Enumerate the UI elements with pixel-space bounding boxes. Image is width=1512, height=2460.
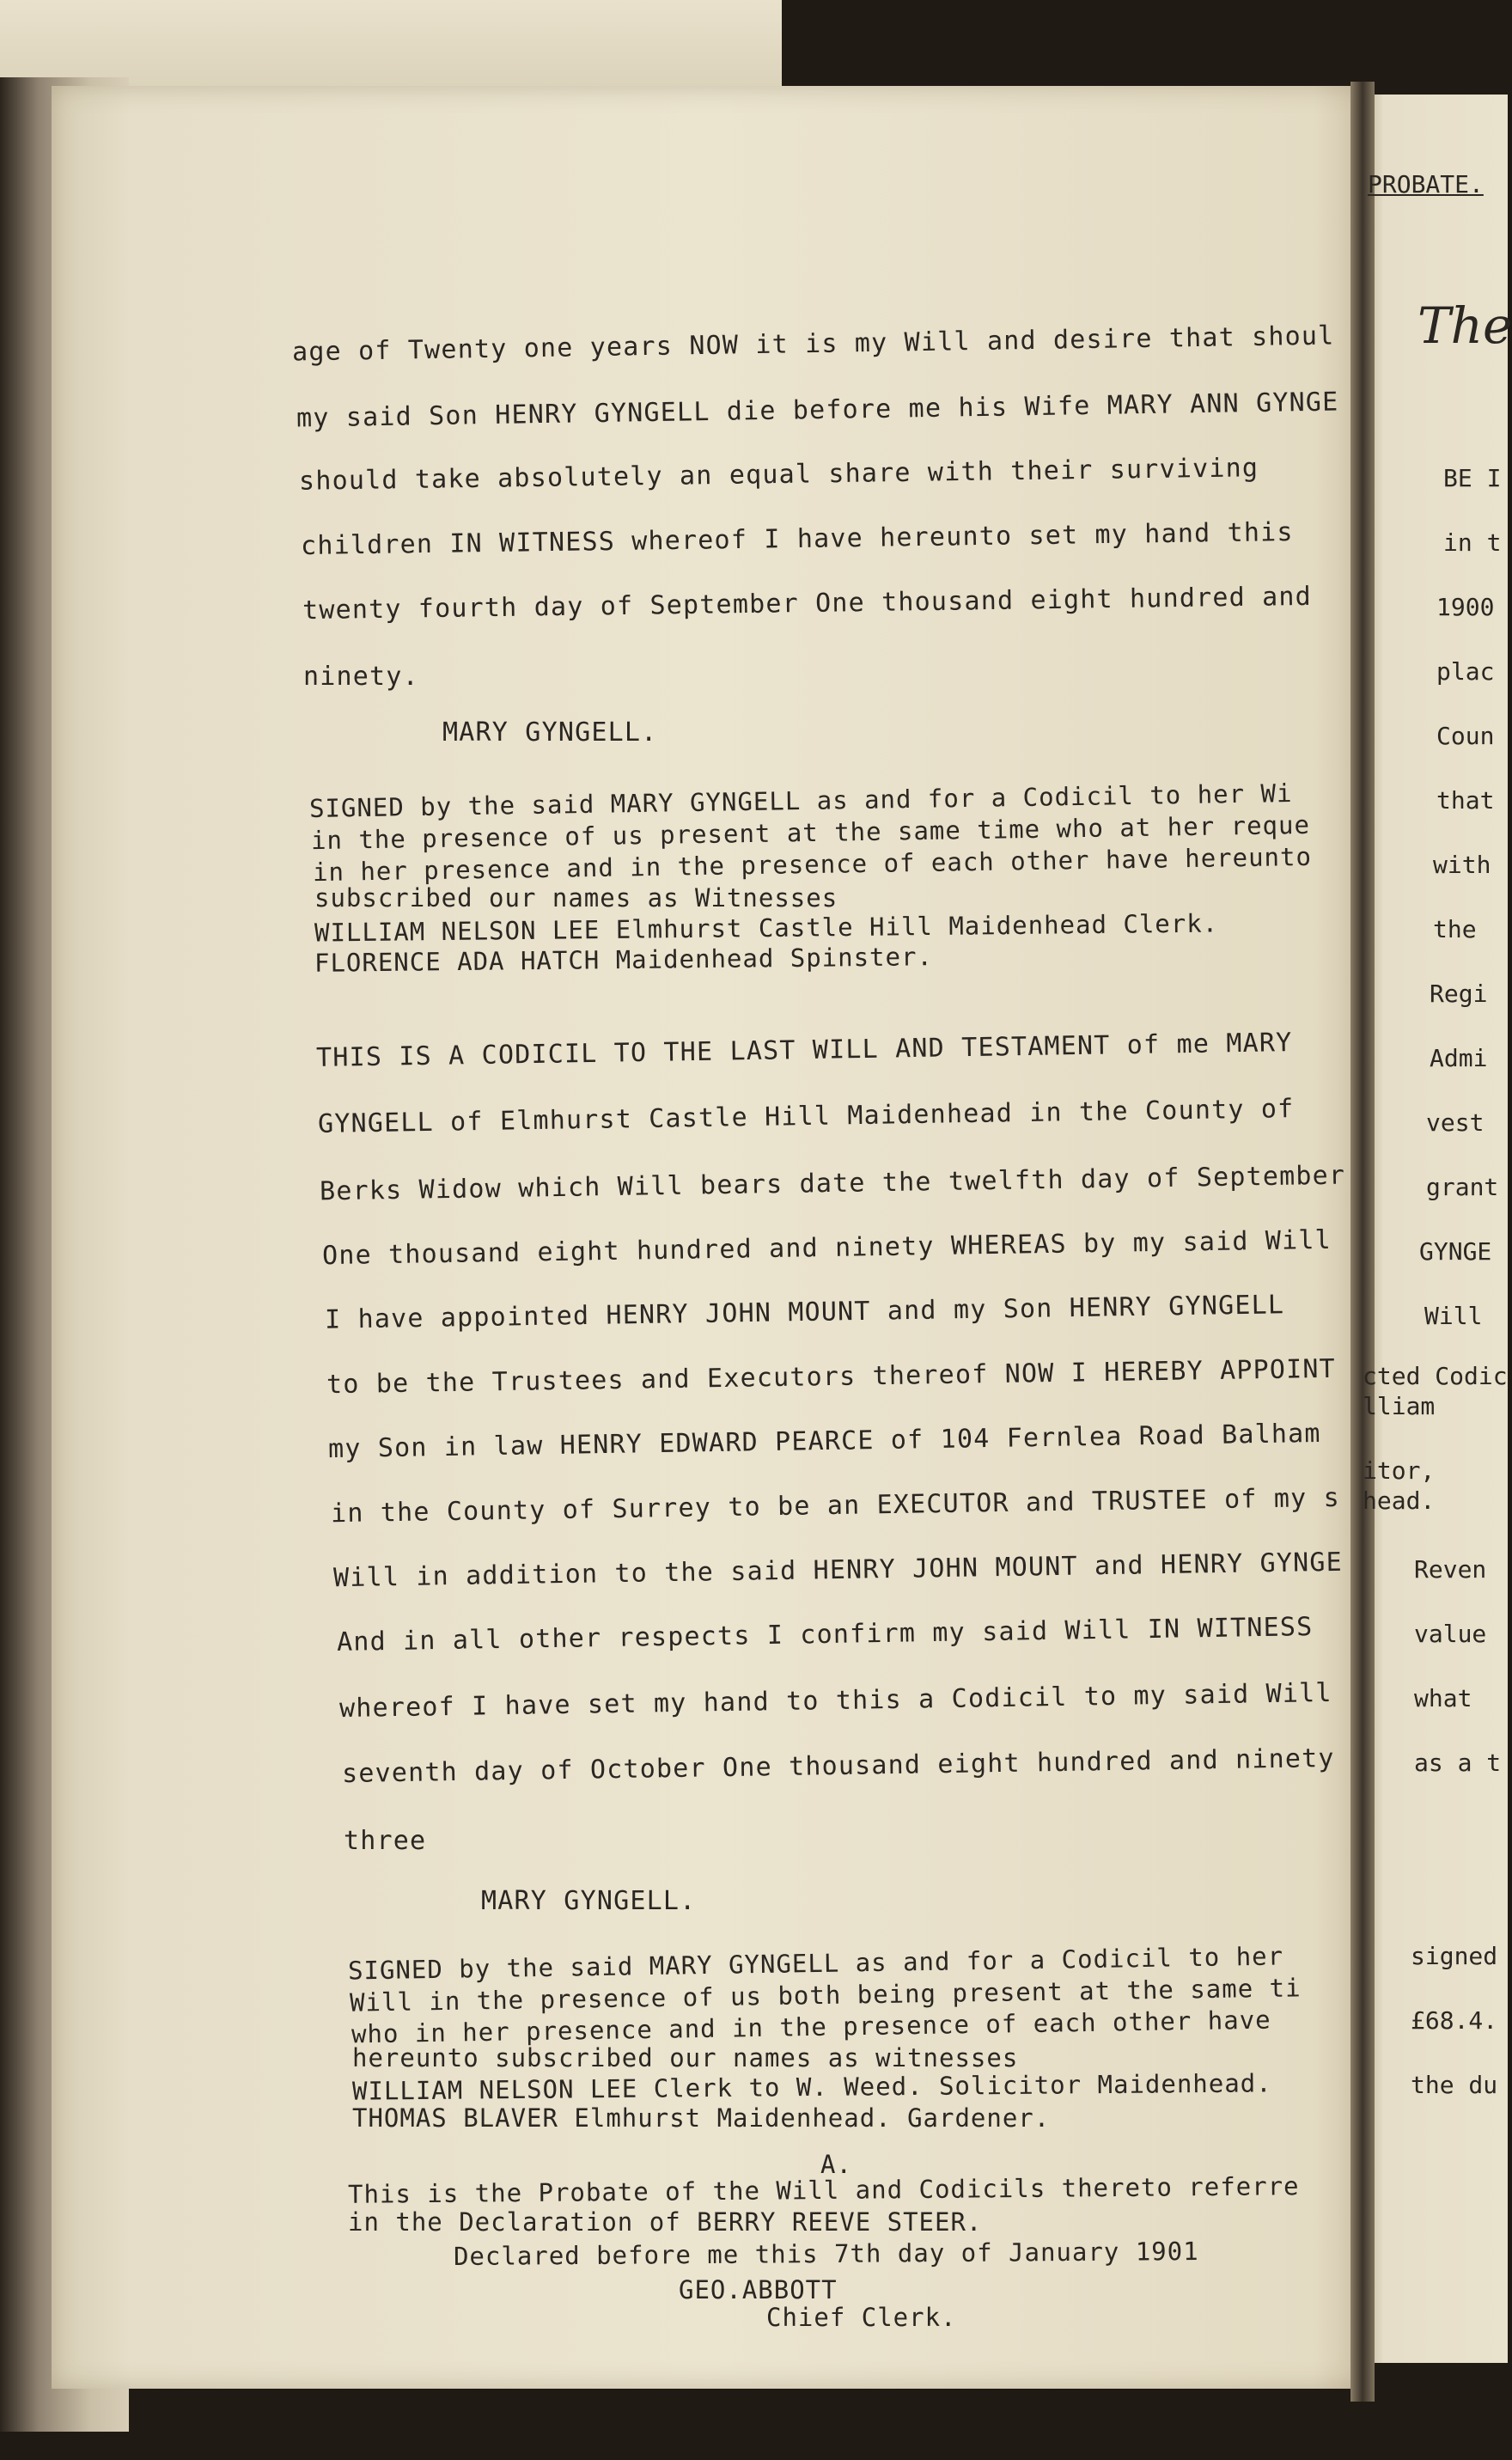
edge-fragment: Regi bbox=[1430, 980, 1488, 1008]
text-line: children IN WITNESS whereof I have hereunto set my hand this bbox=[300, 516, 1294, 562]
text-line: to be the Trustees and Executors thereof NOW I HEREBY APPOINT bbox=[326, 1353, 1337, 1401]
text-line: my said Son HENRY GYNGELL die before me his Wife MARY ANN GYNGE bbox=[296, 387, 1339, 434]
text-line: whereof I have set my hand to this a Codicil to my said Will bbox=[338, 1677, 1332, 1724]
edge-fragment: Admi bbox=[1430, 1044, 1488, 1072]
edge-fragment: what bbox=[1414, 1684, 1472, 1712]
edge-fragment: as a t bbox=[1414, 1749, 1502, 1777]
edge-fragment: lliam bbox=[1363, 1392, 1436, 1420]
book-gutter bbox=[1350, 82, 1375, 2402]
official-name: GEO.ABBOTT bbox=[679, 2275, 838, 2304]
edge-fragment: Will bbox=[1424, 1302, 1483, 1330]
text-line: in the Declaration of BERRY REEVE STEER. bbox=[348, 2207, 983, 2237]
script-heading: The bbox=[1418, 296, 1512, 355]
text-line: in her presence and in the presence of each other have hereunto bbox=[312, 841, 1313, 888]
witness-line: FLORENCE ADA HATCH Maidenhead Spinster. bbox=[314, 942, 934, 978]
edge-fragment: signed bbox=[1411, 1942, 1498, 1970]
edge-fragment: in t bbox=[1443, 528, 1502, 557]
text-line: Will in the presence of us both being present at the same ti bbox=[349, 1973, 1302, 2017]
edge-fragment: with bbox=[1433, 851, 1491, 879]
edge-fragment: head. bbox=[1363, 1486, 1436, 1515]
witness-line: WILLIAM NELSON LEE Clerk to W. Weed. Solicitor Maidenhead. bbox=[351, 2068, 1272, 2106]
text-line: And in all other respects I confirm my said Will IN WITNESS bbox=[336, 1612, 1314, 1657]
text-line: seventh day of October One thousand eight hundred and ninety bbox=[341, 1743, 1335, 1790]
text-line: twenty fourth day of September One thousand eight hundred and bbox=[302, 581, 1313, 626]
edge-fragment: 1900 bbox=[1436, 593, 1495, 621]
edge-fragment: value bbox=[1414, 1620, 1487, 1648]
text-line: subscribed our names as Witnesses bbox=[314, 883, 838, 913]
edge-fragment: itor, bbox=[1363, 1456, 1436, 1485]
signature-name: MARY GYNGELL. bbox=[481, 1886, 697, 1916]
edge-fragment: that bbox=[1436, 786, 1495, 815]
text-line: in the presence of us present at the same time who at her reque bbox=[310, 809, 1311, 856]
text-line: three bbox=[344, 1826, 427, 1856]
text-line: SIGNED by the said MARY GYNGELL as and for a Codicil to her bbox=[347, 1941, 1284, 1986]
edge-fragment: £68.4. bbox=[1411, 2006, 1498, 2035]
text-line: my Son in law HENRY EDWARD PEARCE of 104 Fernlea Road Balham bbox=[327, 1418, 1321, 1465]
text-line: Berks Widow which Will bears date the twelfth day of September bbox=[319, 1160, 1346, 1207]
text-line: THIS IS A CODICIL TO THE LAST WILL AND TESTAMENT of me MARY bbox=[315, 1028, 1293, 1073]
witness-line: WILLIAM NELSON LEE Elmhurst Castle Hill Maidenhead Clerk. bbox=[314, 908, 1219, 948]
text-line: SIGNED by the said MARY GYNGELL as and for a Codicil to her Wi bbox=[308, 778, 1293, 823]
text-line: I have appointed HENRY JOHN MOUNT and my Son HENRY GYNGELL bbox=[324, 1290, 1285, 1335]
witness-line: THOMAS BLAVER Elmhurst Maidenhead. Gardener. bbox=[352, 2103, 1051, 2133]
edge-fragment: Coun bbox=[1436, 722, 1495, 750]
text-line: in the County of Surrey to be an EXECUTOR and TRUSTEE of my s bbox=[330, 1482, 1341, 1529]
text-line: Will in addition to the said HENRY JOHN MOUNT and HENRY GYNGE bbox=[332, 1547, 1344, 1594]
probate-header: PROBATE. bbox=[1368, 170, 1484, 198]
text-line: One thousand eight hundred and ninety WHEREAS by my said Will bbox=[321, 1224, 1332, 1272]
text-line: ninety. bbox=[303, 662, 419, 692]
edge-fragment: vest bbox=[1426, 1108, 1485, 1137]
edge-fragment: the bbox=[1433, 915, 1477, 943]
official-title: Chief Clerk. bbox=[766, 2303, 957, 2332]
edge-fragment: GYNGE bbox=[1419, 1237, 1492, 1266]
declaration-line: Declared before me this 7th day of January 1901 bbox=[453, 2236, 1199, 2272]
signature-name: MARY GYNGELL. bbox=[442, 717, 658, 748]
text-line: who in her presence and in the presence of each other have bbox=[351, 2005, 1271, 2049]
edge-fragment: the du bbox=[1411, 2071, 1498, 2099]
edge-fragment: Reven bbox=[1414, 1555, 1487, 1584]
edge-fragment: grant bbox=[1426, 1173, 1499, 1201]
marker-letter: A. bbox=[820, 2150, 852, 2179]
edge-fragment: plac bbox=[1436, 657, 1495, 686]
edge-fragment: BE I bbox=[1443, 464, 1502, 492]
text-line: This is the Probate of the Will and Codicils thereto referre bbox=[347, 2171, 1300, 2209]
text-line: age of Twenty one years NOW it is my Will and desire that shoul bbox=[291, 320, 1335, 368]
text-line: hereunto subscribed our names as witnesses bbox=[352, 2043, 1019, 2072]
edge-fragment: cted Codic bbox=[1363, 1362, 1508, 1390]
text-line: GYNGELL of Elmhurst Castle Hill Maidenhead in the County of bbox=[317, 1094, 1295, 1139]
text-line: should take absolutely an equal share with their surviving bbox=[298, 453, 1259, 497]
